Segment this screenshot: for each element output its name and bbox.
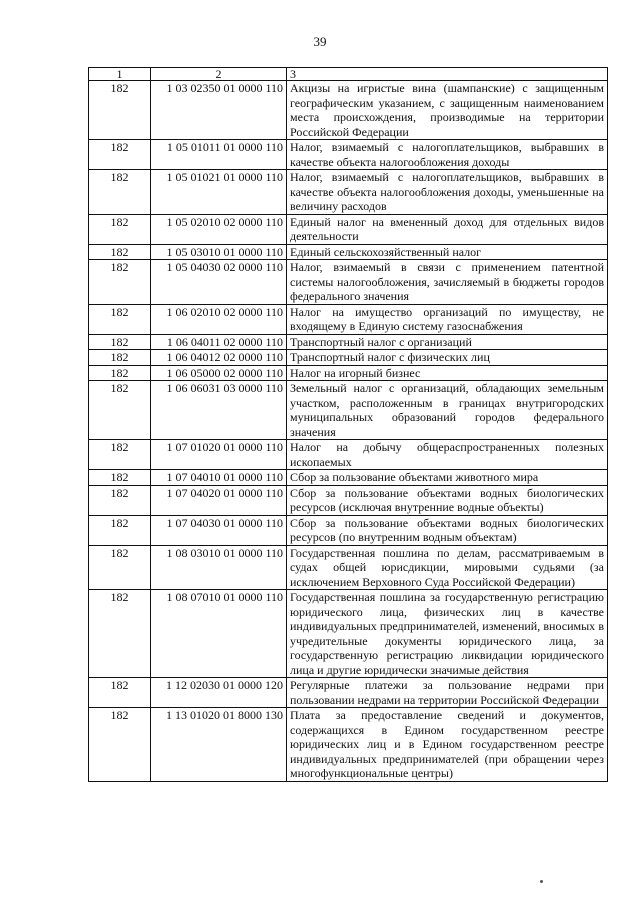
budget-codes-table bbox=[88, 67, 608, 782]
revenue-name-cell: Налог, взимаемый с налогоплательщиков, выбравших в качестве объекта налогообложения доходы, уменьшенные на величину расходов bbox=[287, 170, 608, 215]
table-row bbox=[89, 304, 608, 334]
budget-classification-code-cell: 1 06 05000 02 0000 110 bbox=[151, 365, 287, 381]
table-row bbox=[89, 470, 608, 486]
table-row bbox=[89, 260, 608, 305]
revenue-name-cell: Налог на имущество организаций по имуществу, не входящему в Единую систему газоснабжения bbox=[287, 304, 608, 334]
budget-classification-code-cell: 1 05 03010 01 0000 110 bbox=[151, 244, 287, 260]
budget-classification-code-cell: 1 05 01011 01 0000 110 bbox=[151, 140, 287, 170]
admin-code-cell: 182 bbox=[89, 260, 151, 305]
admin-code-cell: 182 bbox=[89, 170, 151, 215]
table-body bbox=[89, 68, 608, 782]
table-row bbox=[89, 678, 608, 708]
revenue-name-cell: Транспортный налог с физических лиц bbox=[287, 350, 608, 366]
admin-code-cell: 182 bbox=[89, 545, 151, 590]
page-number: 39 bbox=[313, 34, 327, 49]
table-row bbox=[89, 708, 608, 782]
revenue-name-cell: Единый налог на вмененный доход для отдельных видов деятельности bbox=[287, 214, 608, 244]
budget-classification-code-cell: 1 06 06031 03 0000 110 bbox=[151, 381, 287, 440]
revenue-name-cell: Налог, взимаемый в связи с применением патентной системы налогообложения, зачисляемый в бюджеты городов федерального значения bbox=[287, 260, 608, 305]
budget-classification-code-cell: 1 08 03010 01 0000 110 bbox=[151, 545, 287, 590]
revenue-name-cell: Регулярные платежи за пользование недрами при пользовании недрами на территории Российской Федерации bbox=[287, 678, 608, 708]
admin-code-cell: 182 bbox=[89, 590, 151, 678]
admin-code-cell: 182 bbox=[89, 365, 151, 381]
revenue-name-cell: Земельный налог с организаций, обладающих земельным участком, расположенным в границах внутригородских муниципальных образований городов федерального значения bbox=[287, 381, 608, 440]
table-header-row bbox=[89, 68, 608, 81]
table-row bbox=[89, 545, 608, 590]
table-row bbox=[89, 365, 608, 381]
budget-classification-code-cell: 1 07 04010 01 0000 110 bbox=[151, 470, 287, 486]
column-header-3: 3 bbox=[287, 68, 608, 81]
admin-code-cell: 182 bbox=[89, 81, 151, 140]
revenue-name-cell: Акцизы на игристые вина (шампанские) с защищенным географическим указанием, с защищенным наименованием места происхождения, производимые на территории Российской Федерации bbox=[287, 81, 608, 140]
admin-code-cell: 182 bbox=[89, 440, 151, 470]
admin-code-cell: 182 bbox=[89, 304, 151, 334]
revenue-name-cell: Сбор за пользование объектами водных биологических ресурсов (по внутренним водным объектам) bbox=[287, 515, 608, 545]
table-row bbox=[89, 214, 608, 244]
budget-classification-code-cell: 1 05 04030 02 0000 110 bbox=[151, 260, 287, 305]
budget-classification-code-cell: 1 07 04030 01 0000 110 bbox=[151, 515, 287, 545]
table-row bbox=[89, 140, 608, 170]
budget-classification-code-cell: 1 03 02350 01 0000 110 bbox=[151, 81, 287, 140]
revenue-name-cell: Единый сельскохозяйственный налог bbox=[287, 244, 608, 260]
table-row bbox=[89, 170, 608, 215]
revenue-name-cell: Сбор за пользование объектами животного мира bbox=[287, 470, 608, 486]
budget-classification-code-cell: 1 05 01021 01 0000 110 bbox=[151, 170, 287, 215]
admin-code-cell: 182 bbox=[89, 485, 151, 515]
admin-code-cell: 182 bbox=[89, 214, 151, 244]
admin-code-cell: 182 bbox=[89, 334, 151, 350]
admin-code-cell: 182 bbox=[89, 350, 151, 366]
budget-classification-code-cell: 1 06 04012 02 0000 110 bbox=[151, 350, 287, 366]
revenue-name-cell: Государственная пошлина по делам, рассматриваемым в судах общей юрисдикции, мировыми судьями (за исключением Верховного Суда Российской Федерации) bbox=[287, 545, 608, 590]
admin-code-cell: 182 bbox=[89, 678, 151, 708]
table-row bbox=[89, 590, 608, 678]
revenue-name-cell: Налог на добычу общераспространенных полезных ископаемых bbox=[287, 440, 608, 470]
budget-classification-code-cell: 1 12 02030 01 0000 120 bbox=[151, 678, 287, 708]
revenue-name-cell: Налог на игорный бизнес bbox=[287, 365, 608, 381]
table-row bbox=[89, 334, 608, 350]
revenue-name-cell: Налог, взимаемый с налогоплательщиков, выбравших в качестве объекта налогообложения доходы bbox=[287, 140, 608, 170]
budget-classification-code-cell: 1 07 01020 01 0000 110 bbox=[151, 440, 287, 470]
table-row bbox=[89, 381, 608, 440]
table-row bbox=[89, 350, 608, 366]
table-row bbox=[89, 244, 608, 260]
column-header-1: 1 bbox=[89, 68, 151, 81]
admin-code-cell: 182 bbox=[89, 515, 151, 545]
admin-code-cell: 182 bbox=[89, 470, 151, 486]
table-row bbox=[89, 515, 608, 545]
column-header-2: 2 bbox=[151, 68, 287, 81]
revenue-name-cell: Плата за предоставление сведений и документов, содержащихся в Едином государственном реестре юридических лиц и в Едином государственном реестре индивидуальных предпринимателей (при обращении через многофункциональные центры) bbox=[287, 708, 608, 782]
budget-classification-code-cell: 1 08 07010 01 0000 110 bbox=[151, 590, 287, 678]
admin-code-cell: 182 bbox=[89, 140, 151, 170]
budget-classification-code-cell: 1 06 02010 02 0000 110 bbox=[151, 304, 287, 334]
table-row bbox=[89, 81, 608, 140]
budget-classification-code-cell: 1 05 02010 02 0000 110 bbox=[151, 214, 287, 244]
revenue-name-cell: Государственная пошлина за государственную регистрацию юридического лица, физических лиц в качестве индивидуальных предпринимателей, изменений, вносимых в учредительные документы юридического лица, за государственную регистрацию ликвидации юридического лица и другие юридически значимые действия bbox=[287, 590, 608, 678]
table-row bbox=[89, 440, 608, 470]
scan-mark bbox=[540, 880, 543, 883]
budget-classification-code-cell: 1 13 01020 01 8000 130 bbox=[151, 708, 287, 782]
revenue-name-cell: Транспортный налог с организаций bbox=[287, 334, 608, 350]
admin-code-cell: 182 bbox=[89, 708, 151, 782]
budget-classification-code-cell: 1 06 04011 02 0000 110 bbox=[151, 334, 287, 350]
table-row bbox=[89, 485, 608, 515]
revenue-name-cell: Сбор за пользование объектами водных биологических ресурсов (исключая внутренние водные объекты) bbox=[287, 485, 608, 515]
budget-classification-code-cell: 1 07 04020 01 0000 110 bbox=[151, 485, 287, 515]
admin-code-cell: 182 bbox=[89, 244, 151, 260]
admin-code-cell: 182 bbox=[89, 381, 151, 440]
